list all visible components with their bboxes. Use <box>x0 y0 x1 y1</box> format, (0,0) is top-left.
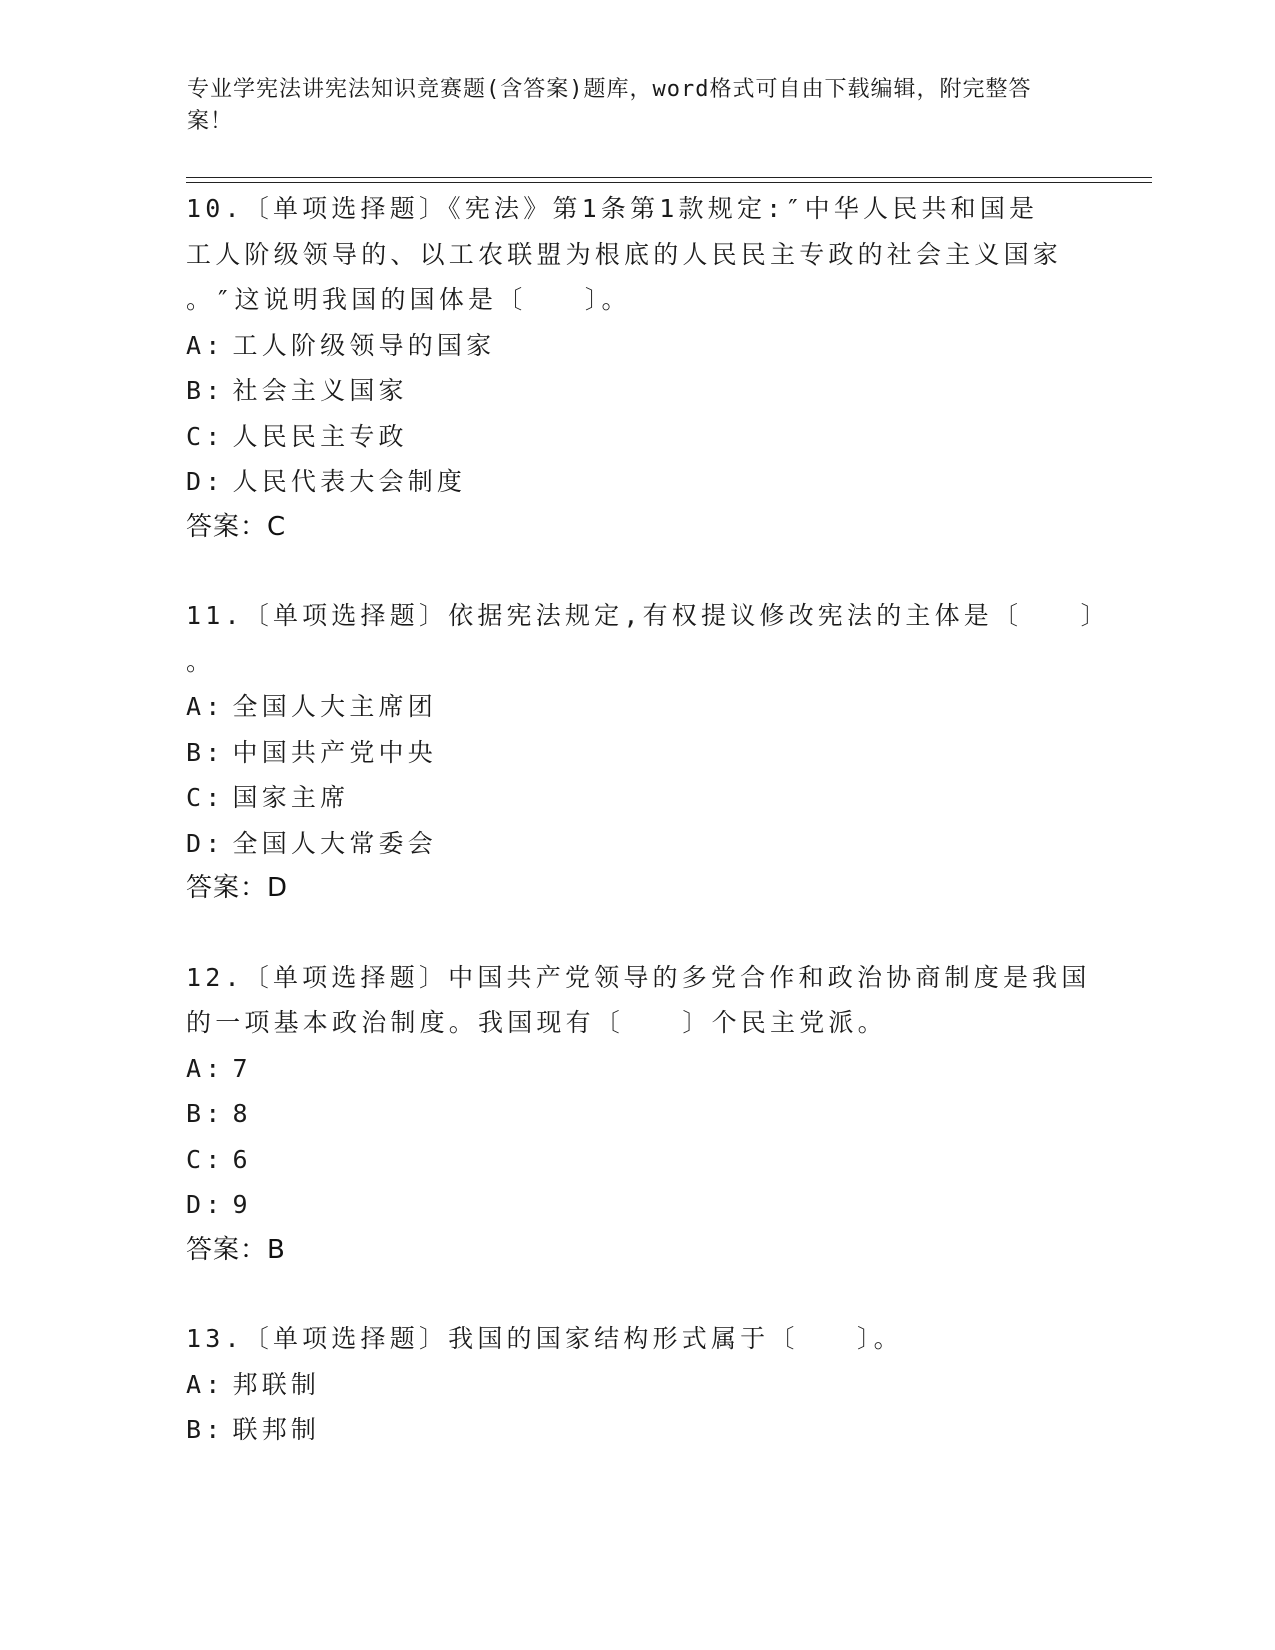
option-text: 中国共产党中央 <box>232 737 437 767</box>
question-list <box>186 186 1110 1496</box>
answer-option <box>186 1407 1086 1453</box>
question-stem-line: 10.〔单项选择题〕《宪法》第1条第1款规定:″中华人民共和国是 <box>186 194 1039 223</box>
option-text: 联邦制 <box>232 1415 321 1444</box>
answer-key: 答案：C <box>186 511 287 542</box>
option-letter: B: <box>186 1099 225 1128</box>
answer-option <box>186 323 1086 369</box>
answer-option <box>186 368 1086 414</box>
option-text: 全国人大主席团 <box>232 692 437 721</box>
question-stem-line: 工人阶级领导的、以工农联盟为根底的人民民主专政的社会主义国家 <box>186 239 1063 269</box>
answer-option <box>186 821 1086 867</box>
question-stem-line: 12.〔单项选择题〕中国共产党领导的多党合作和政治协商制度是我国 <box>186 962 1091 992</box>
option-text: 8 <box>232 1099 252 1128</box>
answer-option <box>186 684 1086 730</box>
option-letter: C: <box>186 1144 225 1174</box>
header-rule-bottom <box>186 182 1152 183</box>
option-text: 人民民主专政 <box>232 421 408 451</box>
option-letter: B: <box>186 1415 225 1444</box>
question-block <box>186 593 1110 912</box>
option-letter: B: <box>186 376 225 405</box>
option-letter: A: <box>186 1053 225 1083</box>
option-text: 9 <box>232 1190 252 1219</box>
option-letter: C: <box>186 421 225 451</box>
answer-option <box>186 414 1086 460</box>
question-stem-line: 11.〔单项选择题〕依据宪法规定,有权提议修改宪法的主体是〔 〕 <box>186 601 1110 630</box>
option-text: 社会主义国家 <box>232 376 408 405</box>
answer-option <box>186 459 1086 505</box>
option-text: 国家主席 <box>232 783 350 812</box>
answer-option <box>186 775 1086 821</box>
answer-option <box>186 1046 1086 1092</box>
option-text: 6 <box>232 1144 252 1174</box>
page-header: 专业学宪法讲宪法知识竞赛题(含答案)题库，word格式可自由下载编辑，附完整答案！ <box>187 77 1032 134</box>
answer-option <box>186 1182 1086 1228</box>
question-stem-line: 的一项基本政治制度。我国现有〔 〕个民主党派。 <box>186 1008 887 1037</box>
option-letter: A: <box>186 692 225 721</box>
option-letter: B: <box>186 737 225 767</box>
question-block <box>186 955 1091 1274</box>
option-letter: C: <box>186 783 225 812</box>
answer-option <box>186 1362 1086 1408</box>
answer-key: 答案：B <box>186 1234 286 1265</box>
question-stem-line: 。″这说明我国的国体是〔 〕。 <box>186 285 631 314</box>
header-rule-top <box>186 177 1152 178</box>
question-block <box>186 1316 1086 1453</box>
answer-option <box>186 730 1086 776</box>
question-block <box>186 186 1086 550</box>
option-letter: A: <box>186 330 225 360</box>
option-text: 7 <box>232 1053 252 1083</box>
option-text: 全国人大常委会 <box>232 828 437 858</box>
answer-option <box>186 1137 1086 1183</box>
option-letter: D: <box>186 1190 225 1219</box>
option-text: 工人阶级领导的国家 <box>232 330 496 360</box>
option-text: 邦联制 <box>232 1369 321 1399</box>
question-stem-line: 。 <box>186 646 216 676</box>
question-stem-line: 13.〔单项选择题〕我国的国家结构形式属于〔 〕。 <box>186 1324 903 1353</box>
option-letter: D: <box>186 467 225 496</box>
option-text: 人民代表大会制度 <box>232 467 467 496</box>
answer-option <box>186 1091 1086 1137</box>
option-letter: D: <box>186 828 225 858</box>
option-letter: A: <box>186 1369 225 1399</box>
answer-key: 答案：D <box>186 873 289 903</box>
